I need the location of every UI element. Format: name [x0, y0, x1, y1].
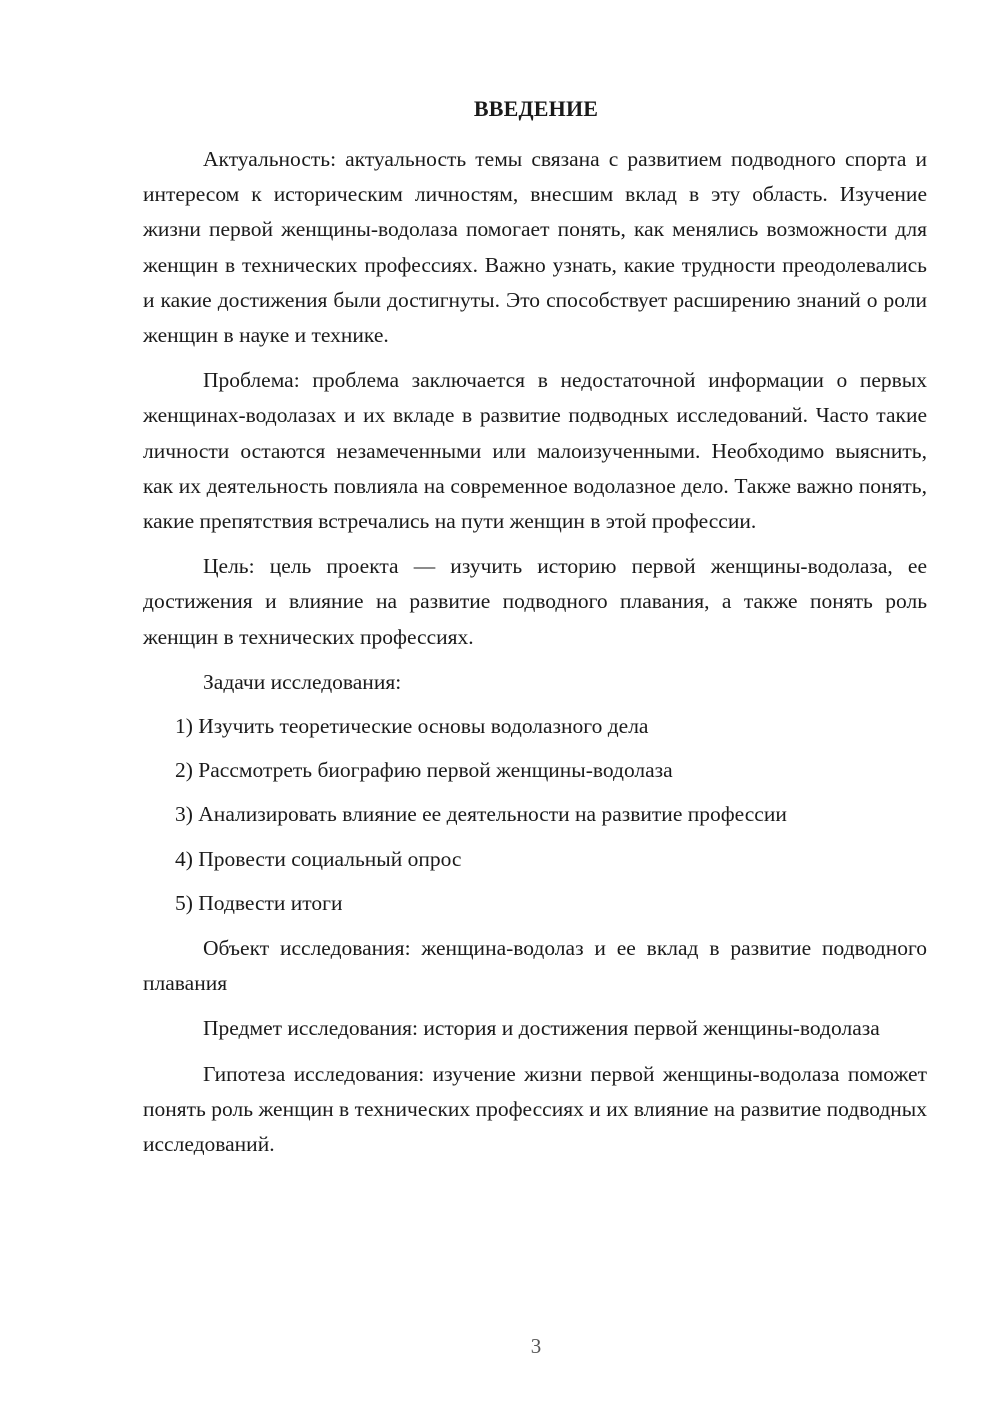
task-item-1: 1) Изучить теоретические основы водолазного дела — [175, 714, 649, 739]
paragraph-subject: Предмет исследования: история и достижения первой женщины-водолаза — [203, 1016, 880, 1041]
task-item-2: 2) Рассмотреть биографию первой женщины-водолаза — [175, 758, 673, 783]
paragraph-goal: Цель: цель проекта — изучить историю первой женщины-водолаза, ее достижения и влияние на развитие подводного плавания, а также понять роль женщин в технических профессиях. — [143, 554, 927, 649]
task-item-4: 4) Провести социальный опрос — [175, 846, 462, 871]
paragraph-problem: Проблема: проблема заключается в недостаточной информации о первых женщинах-водолазах и их вкладе в развитие подводных исследований. Часто такие личности остаются незамеченными или малоизученными. Необходимо выяснить, как их деятельность повлияла на современное водолазное дело. Также важно понять, какие препятствия встречались на пути женщин в этой профессии. — [143, 368, 927, 534]
tasks-heading: Задачи исследования: — [203, 669, 402, 694]
task-item-3: 3) Анализировать влияние ее деятельности на развитие профессии — [175, 802, 787, 827]
tasks-list — [143, 709, 927, 921]
page-title: ВВЕДЕНИЕ — [473, 96, 599, 121]
paragraph-relevance: Актуальность: актуальность темы связана с развитием подводного спорта и интересом к историческим личностям, внесшим вклад в эту область. Изучение жизни первой женщины-водолаза помогает понять, как менялись возможности для женщин в технических профессиях. Важно узнать, какие трудности преодолевались и какие достижения были достигнуты. Это способствует расширению знаний о роли женщин в науке и технике. — [143, 147, 927, 348]
document-body — [143, 142, 927, 1162]
paragraph-object: Объект исследования: женщина-водолаз и ее вклад в развитие подводного плавания — [143, 936, 927, 996]
paragraph-hypothesis: Гипотеза исследования: изучение жизни первой женщины-водолаза поможет понять роль женщин в технических профессиях и их влияние на развитие подводных исследований. — [143, 1061, 927, 1157]
task-item-5: 5) Подвести итоги — [175, 890, 343, 915]
page-number: 3 — [530, 1334, 542, 1358]
